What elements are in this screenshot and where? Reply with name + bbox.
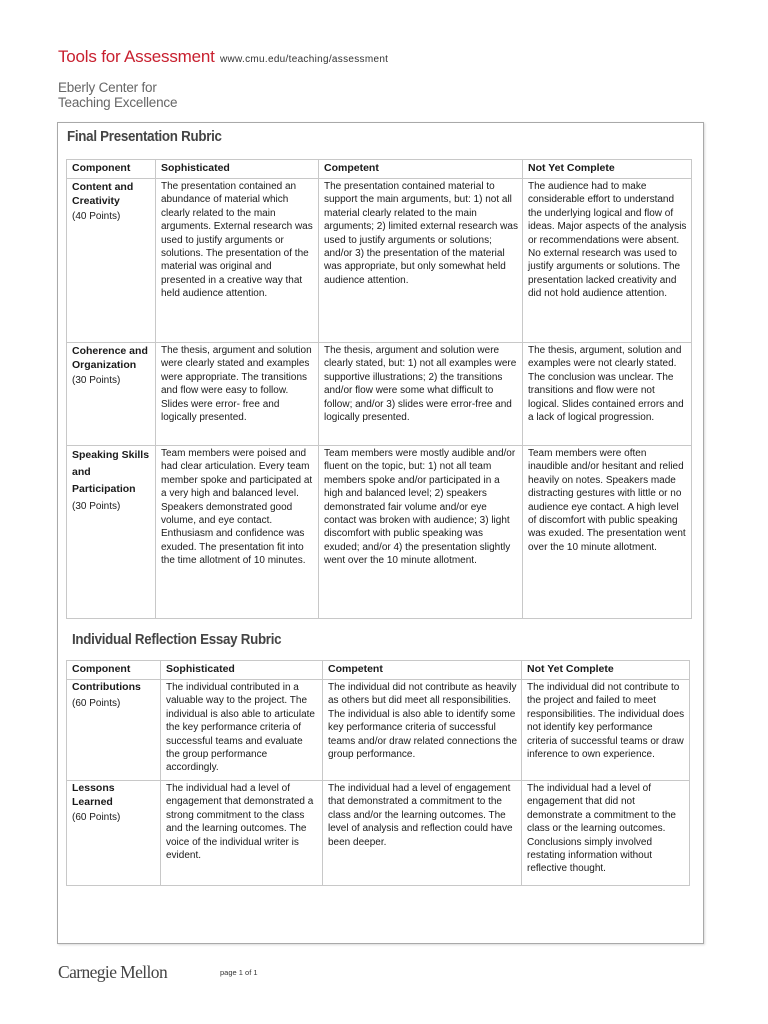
- competent-cell: The thesis, argument and solution were clearly stated, but: 1) not all examples were supportive illustrations; 2) the transitions and/or flow were some what difficult to follow; and/or 3) slides were error-free and logically presented.: [319, 343, 523, 446]
- not-yet-complete-cell: The individual did not contribute to the project and failed to meet responsibilities. The individual does not identify key performance criteria of successful teams or draw inference to own experience.: [522, 680, 690, 781]
- header-cell: Competent: [319, 160, 523, 179]
- sophisticated-cell: The individual contributed in a valuable way to the project. The individual is also able to articulate the key performance criteria of successful teams and evaluate the group performance accordingly.: [161, 680, 323, 781]
- table-row: [67, 179, 692, 343]
- sophisticated-cell: The individual had a level of engagement that demonstrated a strong commitment to the class and the learning outcomes. The voice of the individual writer is evident.: [161, 781, 323, 886]
- component-name: Speaking Skills and Participation: [72, 449, 150, 495]
- carnegie-mellon-logo: Carnegie Mellon: [58, 962, 168, 982]
- sophisticated-cell: Team members were poised and had clear articulation. Every team member spoke and participated at a very high and balanced level. Speakers demonstrated good volume, and eye contact. Enthusiasm and confidence was exuded. The presentation fit into the time allotment of 10 minutes.: [156, 446, 319, 619]
- header-center-name: [58, 80, 177, 110]
- competent-cell: The individual did not contribute as heavily as others but did meet all responsibilities. The individual is also able to identify some key performance criteria of successful teams and/or draw related connections the group performance.: [323, 680, 522, 781]
- header-cell: Component: [67, 160, 156, 179]
- sophisticated-cell: The thesis, argument and solution were clearly stated and examples were appropriate. The transitions and flow were easy to follow. Slides were error- free and logically presented.: [156, 343, 319, 446]
- table-row: [67, 343, 692, 446]
- table-row: [67, 781, 690, 886]
- center-name-line2: Teaching Excellence: [58, 95, 178, 110]
- page-number: page 1 of 1: [220, 968, 258, 977]
- component-name: Contributions: [72, 681, 141, 693]
- sophisticated-cell: The presentation contained an abundance of material which clearly related to the main arguments. External research was used to justify arguments or solutions. The presentation of the material was original and presented in a creative way that held audience attention.: [156, 179, 319, 343]
- header-cell: Sophisticated: [161, 661, 323, 680]
- component-cell: [67, 446, 156, 619]
- table-header-row: [67, 661, 690, 680]
- component-cell: [67, 343, 156, 446]
- component-points: (60 Points): [72, 812, 121, 823]
- component-cell: [67, 680, 161, 781]
- header-cell: Competent: [323, 661, 522, 680]
- header-cell: Component: [67, 661, 161, 680]
- not-yet-complete-cell: The individual had a level of engagement that did not demonstrate a commitment to the class or the learning outcomes. Conclusions simply involved restating information without reflective thought.: [522, 781, 690, 886]
- table-header-row: [67, 160, 692, 179]
- reflection-essay-rubric-table: [66, 660, 690, 886]
- header-cell: Sophisticated: [156, 160, 319, 179]
- competent-cell: The presentation contained material to support the main arguments, but: 1) not all material clearly related to the main arguments; 2) limited external research was used to justify arguments or solutions; and/or 3) the presentation of the material was appropriate, but only somewhat held audience attention.: [319, 179, 523, 343]
- component-name: Content and Creativity: [72, 181, 134, 207]
- not-yet-complete-cell: The thesis, argument, solution and examples were not clearly stated. The conclusion was unclear. The transitions and flow were not logical. Slides contained errors and a lack of logical progression.: [523, 343, 692, 446]
- component-points: (30 Points): [72, 375, 121, 386]
- table-row: [67, 446, 692, 619]
- competent-cell: The individual had a level of engagement that demonstrated a commitment to the class and/or the learning outcomes. The level of analysis and reflection could have been deeper.: [323, 781, 522, 886]
- not-yet-complete-cell: The audience had to make considerable effort to understand the underlying logical and flow of ideas. Major aspects of the analysis or recommendations were absent. No external research was used to justify arguments or solutions. The presentation lacked creativity and did not hold audience attention.: [523, 179, 692, 343]
- component-name: Coherence and Organization: [72, 345, 148, 371]
- header-cell: Not Yet Complete: [522, 661, 690, 680]
- center-name-line1: Eberly Center for: [58, 80, 157, 95]
- component-points: (40 Points): [72, 211, 121, 222]
- component-cell: [67, 781, 161, 886]
- component-cell: [67, 179, 156, 343]
- header-url[interactable]: www.cmu.edu/teaching/assessment: [220, 54, 389, 65]
- header-title: Tools for Assessment: [58, 47, 215, 66]
- table-row: [67, 680, 690, 781]
- rubric1-title: Final Presentation Rubric: [67, 129, 222, 145]
- component-points: (30 Points): [72, 501, 121, 512]
- component-name: Lessons Learned: [72, 782, 115, 808]
- rubric2-title: Individual Reflection Essay Rubric: [72, 632, 282, 648]
- component-points: (60 Points): [72, 697, 121, 709]
- competent-cell: Team members were mostly audible and/or fluent on the topic, but: 1) not all team members spoke and/or participated in a high and balanced level; 2) speakers demonstrated fair volume and/or eye contact was broken with audience; 3) light discomfort with public speaking was exuded; and/or 4) the presentation slightly went over the 10 minute allotment.: [319, 446, 523, 619]
- header-cell: Not Yet Complete: [523, 160, 692, 179]
- final-presentation-rubric-table: [66, 159, 692, 619]
- not-yet-complete-cell: Team members were often inaudible and/or hesitant and relied heavily on notes. Speakers made distracting gestures with little or no audience eye contact. A high level of discomfort with public speaking was exuded. The presentation went over the 10 minute allotment.: [523, 446, 692, 619]
